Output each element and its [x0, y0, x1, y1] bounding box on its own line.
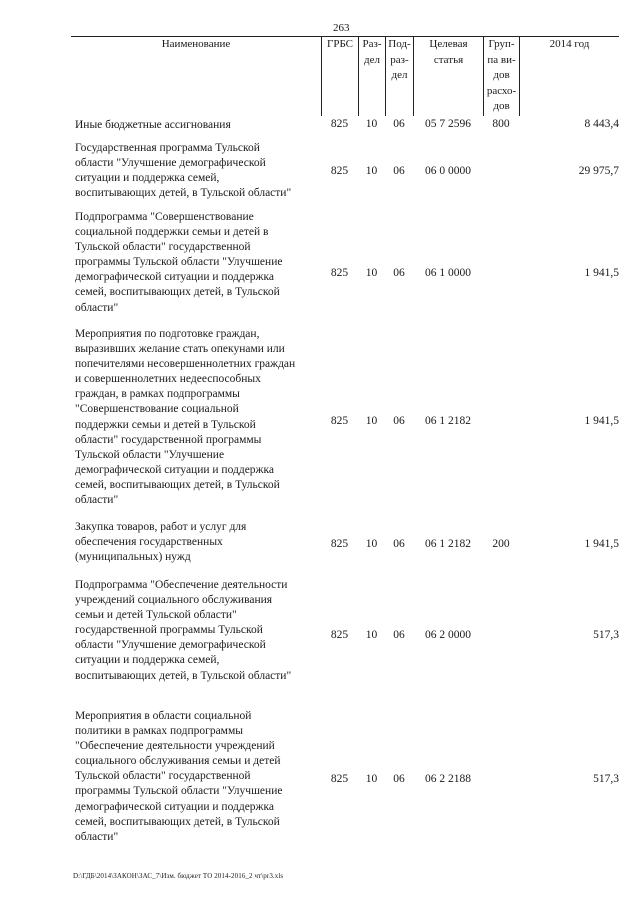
header-group-line: дов — [493, 69, 510, 81]
header-name — [71, 36, 321, 116]
row-name-line: политики в рамках подпрограммы — [75, 725, 243, 738]
row-name-line: выразивших желание стать опекунами или — [75, 343, 285, 356]
row-name-line: и совершеннолетних недееспособных — [75, 373, 261, 386]
amount-cell: 517,3 — [593, 773, 619, 785]
grbs-cell: 825 — [330, 415, 349, 427]
row-name-line: государственной программы Тульской — [75, 624, 263, 637]
row-name-line: социальной поддержки семьи и детей в — [75, 226, 269, 239]
header-podrazdel-line: дел — [391, 69, 408, 81]
row-name-line: Мероприятия по подготовке граждан, — [75, 328, 260, 340]
row-name-line: демографической ситуации и поддержка — [75, 463, 275, 476]
podrazdel-cell: 06 — [393, 267, 405, 279]
row-name — [75, 118, 327, 133]
row-name-line: семьи и детей Тульской области" — [75, 609, 237, 622]
row-name-line: программы Тульской области "Улучшение — [75, 256, 283, 269]
row-name-line: "Совершенствование социальной — [75, 403, 239, 416]
row-name-line: социального обслуживания семьи и детей — [75, 755, 281, 768]
header-podrazdel-line: раз- — [390, 53, 409, 66]
row-name-line: семей, воспитывающих детей, в Тульской — [75, 478, 280, 491]
target-cell: 06 2 0000 — [425, 629, 471, 641]
razdel-cell: 10 — [365, 267, 378, 279]
header-group-line: дов — [493, 100, 510, 112]
podrazdel-cell: 06 — [393, 118, 405, 130]
row-name-line: области" — [75, 830, 119, 843]
row-name-line: Подпрограмма "Совершенствование — [75, 211, 254, 223]
grbs-cell: 825 — [330, 118, 349, 130]
header-razdel — [358, 36, 385, 116]
row-name-line: демографической ситуации и поддержка — [75, 800, 275, 813]
header-target-line: Целевая — [429, 38, 468, 50]
amount-cell: 8 443,4 — [584, 118, 619, 130]
header-group — [483, 36, 519, 116]
grbs-cell: 825 — [330, 629, 349, 641]
row-name-line: Тульской области" государственной — [75, 770, 251, 783]
row-name-line: Подпрограмма "Обеспечение деятельности — [75, 579, 288, 591]
amount-cell: 517,3 — [593, 629, 619, 641]
razdel-cell: 10 — [365, 118, 378, 130]
target-cell: 06 1 2182 — [425, 415, 471, 427]
header-target-line: статья — [433, 53, 464, 66]
header-razdel-line: дел — [364, 53, 380, 66]
row-name-line: Тульской области" государственной — [75, 241, 251, 254]
grbs-cell: 825 — [330, 165, 349, 177]
row-name-line: "Обеспечение деятельности учреждений — [75, 740, 275, 753]
grbs-cell: 825 — [330, 773, 349, 785]
row-name-line: попечителями несовершеннолетних граждан — [75, 358, 296, 371]
group-cell: 800 — [492, 118, 510, 130]
row-name-line: семей, воспитывающих детей, в Тульской — [75, 815, 280, 828]
header-year-label: 2014 год — [549, 38, 590, 50]
row-name-line: области" государственной программы — [75, 433, 262, 446]
grbs-cell: 825 — [330, 267, 349, 279]
target-cell: 06 1 2182 — [425, 538, 471, 550]
row-name-line: области" — [75, 494, 119, 507]
row-name — [75, 327, 327, 508]
row-name-line: Мероприятия в области социальной — [75, 710, 252, 722]
table-header — [71, 36, 619, 116]
header-year — [519, 36, 619, 116]
razdel-cell: 10 — [365, 538, 378, 550]
row-name — [75, 709, 327, 845]
amount-cell: 1 941,5 — [584, 538, 619, 550]
razdel-cell: 10 — [365, 165, 378, 177]
row-name-line: граждан, в рамках подпрограммы — [75, 388, 240, 401]
row-name-line: семей, воспитывающих детей, в Тульской — [75, 286, 280, 299]
target-cell: 06 1 0000 — [425, 267, 471, 279]
row-name-line: обеспечения государственных — [75, 536, 223, 549]
podrazdel-cell: 06 — [393, 415, 405, 427]
row-name-line: области "Улучшение демографической — [75, 639, 266, 652]
podrazdel-cell: 06 — [393, 629, 405, 641]
row-name-line: Закупка товаров, работ и услуг для — [75, 521, 247, 533]
razdel-cell: 10 — [365, 629, 378, 641]
row-name — [75, 578, 327, 684]
amount-cell: 1 941,5 — [584, 267, 619, 279]
row-name-line: области" — [75, 301, 119, 314]
row-name-line: Иные бюджетные ассигнования — [75, 119, 231, 131]
header-grbs — [321, 36, 358, 116]
header-target — [413, 36, 483, 116]
row-name-line: Государственная программа Тульской — [75, 142, 260, 154]
grbs-cell: 825 — [330, 538, 349, 550]
file-path-footer: D:\ГДБ\2014\ЗАКОН\ЗАС_7\Изм. бюджет ТО 2014-2016_2 чт\pr3.xls — [73, 872, 284, 880]
target-cell: 06 0 0000 — [425, 165, 471, 177]
header-name-label: Наименование — [161, 38, 231, 50]
header-podrazdel-line: Под- — [388, 38, 411, 50]
target-cell: 05 7 2596 — [425, 118, 471, 130]
group-cell: 200 — [492, 538, 510, 550]
header-group-line: расхо- — [486, 84, 517, 97]
razdel-cell: 10 — [365, 773, 378, 785]
row-name-line: воспитывающих детей, в Тульской области" — [75, 187, 292, 200]
amount-cell: 29 975,7 — [578, 165, 619, 177]
podrazdel-cell: 06 — [393, 773, 405, 785]
podrazdel-cell: 06 — [393, 538, 405, 550]
header-razdel-line: Раз- — [362, 38, 382, 50]
header-group-line: па ви- — [487, 53, 516, 66]
row-name-line: поддержки семьи и детей в Тульской — [75, 418, 256, 431]
row-name-line: воспитывающих детей, в Тульской области" — [75, 669, 292, 682]
header-grbs-label: ГРБС — [326, 38, 354, 50]
amount-cell: 1 941,5 — [584, 415, 619, 427]
row-name-line: области "Улучшение демографической — [75, 157, 266, 170]
row-name-line: учреждений социального обслуживания — [75, 594, 273, 607]
header-group-line: Груп- — [488, 38, 515, 50]
row-name-line: Тульской области "Улучшение — [75, 448, 225, 461]
razdel-cell: 10 — [365, 415, 378, 427]
row-name — [75, 210, 327, 316]
header-podrazdel — [385, 36, 413, 116]
row-name-line: демографической ситуации и поддержка — [75, 271, 275, 284]
row-name — [75, 520, 327, 565]
row-name — [75, 141, 327, 201]
podrazdel-cell: 06 — [393, 165, 405, 177]
page-number: 263 — [333, 22, 350, 34]
row-name-line: (муниципальных) нужд — [75, 551, 191, 564]
target-cell: 06 2 2188 — [425, 773, 471, 785]
row-name-line: программы Тульской области "Улучшение — [75, 785, 283, 798]
row-name-line: ситуации и поддержка семей, — [75, 654, 220, 667]
row-name-line: ситуации и поддержка семей, — [75, 172, 220, 185]
